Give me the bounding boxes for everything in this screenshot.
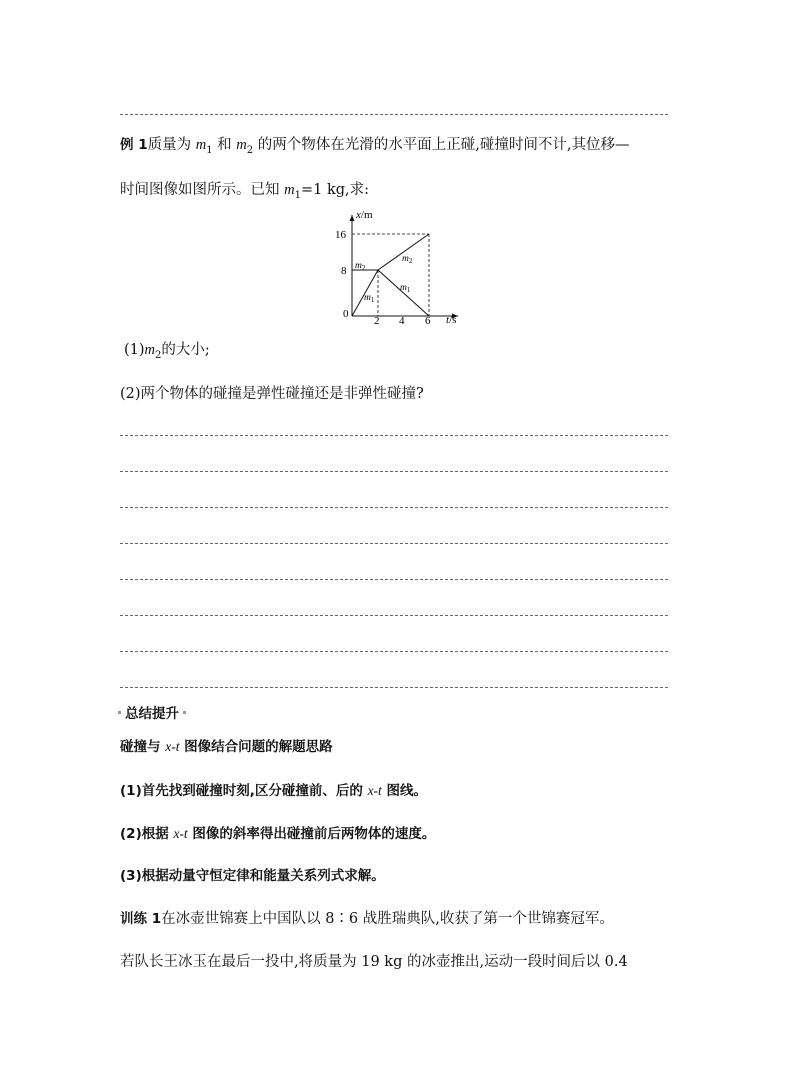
svg-text:m2: $m_2$ [402,254,413,265]
answer-line [120,579,668,580]
training-line-2: 若队长王冰玉在最后一投中,将质量为 19 kg 的冰壶推出,运动一段时间后以 0.4 [120,954,628,970]
summary-heading: 总结提升 [118,702,186,722]
bullet-dot-icon [183,711,186,714]
summary-step-2: (2)根据 x-t 图像的斜率得出碰撞前后两物体的速度。 [120,826,436,842]
svg-text:2: 2 [374,315,380,325]
svg-text:4: 4 [399,315,405,325]
svg-text:x/m: x/m [356,209,373,221]
summary-step-1: (1)首先找到碰撞时刻,区分碰撞前、后的 x-t 图线。 [120,783,428,799]
summary-title: 碰撞与 x-t 图像结合问题的解题思路 [120,739,333,755]
example-line-2: 时间图像如图所示。已知 $m_1=1$ kg,求: [120,182,370,201]
answer-line [120,615,668,616]
answer-line [120,435,668,436]
summary-step-3: (3)根据动量守恒定律和能量关系列式求解。 [120,868,385,884]
bullet-dot-icon [118,711,121,714]
svg-text:m2: $m_2$ [355,261,366,272]
svg-text:m1: $m_1$ [364,293,375,304]
example-label: 例 1 [120,137,148,153]
answer-line [120,651,668,652]
training-label: 训练 1 [120,911,162,927]
svg-text:m1: $m_1$ [400,283,411,294]
answer-line [120,471,668,472]
svg-text:16: 16 [335,229,346,241]
answer-line [120,543,668,544]
example-line-1: 例 1质量为 $m_1$ 和 $m_2$ 的两个物体在光滑的水平面上正碰,碰撞时间不计,其位移— [120,137,630,156]
answer-line [120,687,668,688]
svg-text:0: 0 [343,308,349,320]
svg-text:6: 6 [425,315,431,325]
xt-graph [330,205,470,325]
question-1: $(1)m_2$的大小; [124,342,210,361]
top-rule [120,114,668,115]
training-line-1: 训练 1在冰壶世锦赛上中国队以 8∶6 战胜瑞典队,收获了第一个世锦赛冠军。 [120,911,614,927]
question-2: (2)两个物体的碰撞是弹性碰撞还是非弹性碰撞? [120,386,424,402]
answer-line [120,507,668,508]
svg-text:8: 8 [341,265,347,277]
svg-text:t/s: t/s [446,314,457,325]
